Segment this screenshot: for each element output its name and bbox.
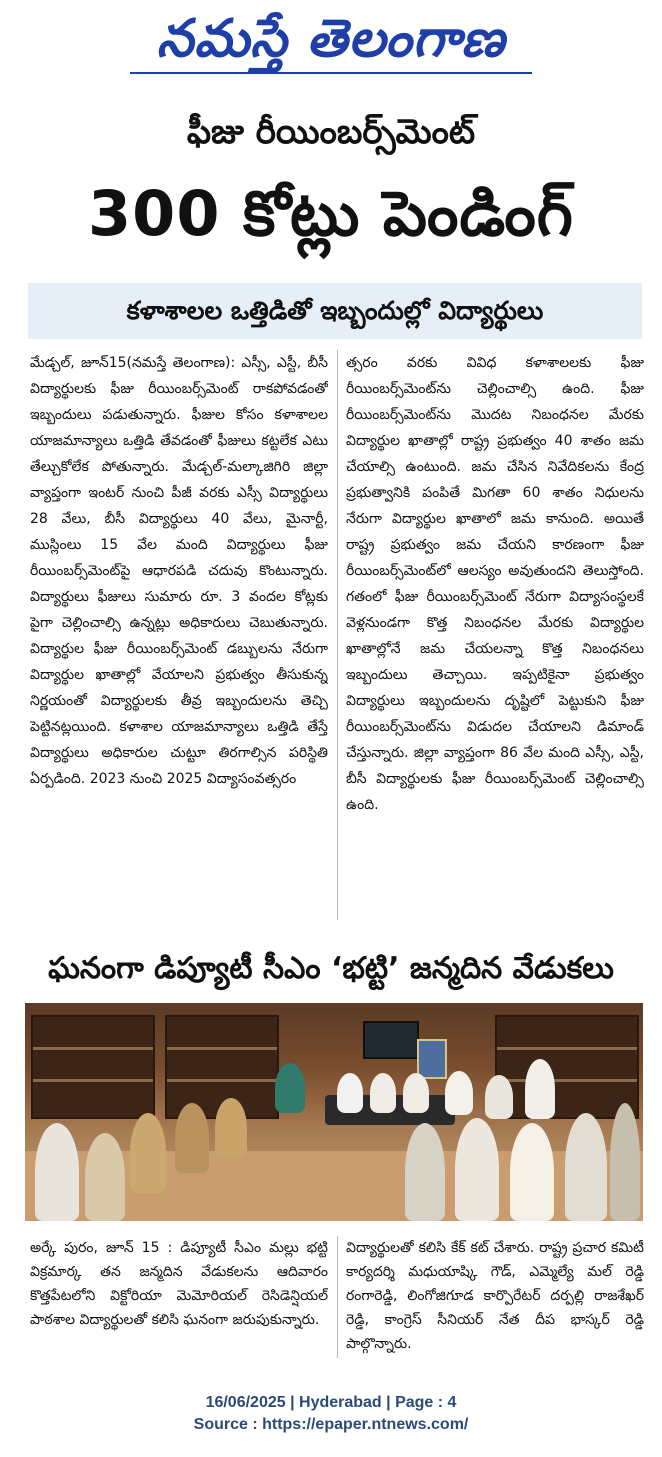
person	[215, 1098, 247, 1158]
person	[445, 1071, 473, 1115]
person	[175, 1103, 209, 1173]
footer-source: Source : https://epaper.ntnews.com/	[193, 1416, 469, 1433]
wall-screen	[363, 1021, 419, 1059]
story2-body	[30, 1236, 642, 1358]
person	[403, 1073, 429, 1113]
page-footer	[0, 1392, 662, 1436]
person	[85, 1133, 125, 1221]
person	[405, 1123, 445, 1221]
person	[565, 1113, 607, 1221]
story-headline: 300 కోట్లు పెండింగ్	[88, 177, 574, 250]
column-divider	[337, 350, 338, 920]
person	[275, 1063, 305, 1113]
person	[35, 1123, 79, 1221]
story-kicker: ఫీజు రీయింబర్స్‌మెంట్	[186, 112, 476, 152]
person	[130, 1113, 166, 1193]
footer-date-edition: 16/06/2025 | Hyderabad | Page : 4	[205, 1394, 457, 1411]
person	[370, 1073, 396, 1113]
person	[610, 1103, 640, 1221]
story2-headline: ఘనంగా డిప్యూటీ సీఎం ‘భట్టి’ జన్మదిన వేడుకలు	[48, 951, 614, 986]
person	[525, 1059, 555, 1119]
bookshelf-left	[31, 1015, 155, 1119]
subhead-banner	[28, 283, 642, 339]
story2-column-right: విద్యార్థులతో కలిసి కేక్ కట్ చేశారు. రాష్ట్ర ప్రచార కమిటీ కార్యదర్శి మధుయాష్కి గౌడ్, ఎమ్మెల్యే మల్ రెడ్డి రంగారెడ్డి, లింగోజిగూడ కార్పొరేటర్ దర్పల్లి రాజశేఖర్ రెడ్డి, కాంగ్రెస్ సీనియర్ నేత దీప భాస్కర్ రెడ్డి పాల్గొన్నారు.	[346, 1240, 644, 1352]
person	[455, 1118, 499, 1221]
newspaper-logo: నమస్తే తెలంగాణ	[156, 9, 506, 69]
story-body	[30, 350, 642, 920]
story2-column-left: అర్కే పురం, జూన్ 15 : డిప్యూటీ సీఎం మల్లు భట్టి విక్రమార్క తన జన్మదిన వేడుకలను ఆదివారం కొత్తపేటలోని విక్టోరియా మెమోరియల్ రెసిడెన్షియల్ పాఠశాల విద్యార్థులతో కలిసి ఘనంగా జరుపుకున్నారు.	[30, 1240, 328, 1328]
column-divider	[337, 1236, 338, 1358]
wall-portrait	[417, 1039, 447, 1079]
story-column-right: త్సరం వరకు వివిధ కళాశాలలకు ఫీజు రీయింబర్స్‌మెంట్‌ను చెల్లించాల్సి ఉంది. ఫీజు రీయింబర్స్‌మెంట్‌ను మొదట నిబంధనల మేరకు విద్యార్థుల ఖాతాల్లో రాష్ట్ర ప్రభుత్వం 40 శాతం జమ చేయాల్సి ఉంటుంది. జమ చేసిన నివేదికలను కేంద్ర ప్రభుత్వానికి పంపితే మిగతా 60 శాతం నిధులను నేరుగా విద్యార్థుల ఖాతాలో జమ కానుంది. అయితే రాష్ట్ర ప్రభుత్వం జమ చేయని కారణంగా ఫీజు రీయింబర్స్‌మెంట్‌లో ఆలస్యం అవుతుందని తెలుస్తోంది. గతంలో ఫీజు రీయింబర్స్‌మెంట్ నేరుగా విద్యాసంస్థలకే వెళ్లనుండగా కొత్త నిబంధనల మేరకు విద్యార్థుల ఖాతాల్లోనే జమ చేయలన్నా కొత్త నిబంధనలు ఇబ్బందులు తెచ్చాయి. ఇప్పటికైనా ప్రభుత్వం విద్యార్థులు ఇబ్బందులను దృష్టిలో పెట్టుకుని ఫీజు రీయింబర్స్‌మెంట్‌ను విడుదల చేయాలని డిమాండ్ చేస్తున్నారు. జిల్లా వ్యాప్తంగా 86 వేల మంది ఎస్సీ, ఎస్టీ, బీసీ విద్యార్థులకు ఫీజు రీయింబర్స్‌మెంట్ చెల్లించాల్సి ఉంది.	[346, 355, 644, 813]
story-subhead: కళాశాలల ఒత్తిడితో ఇబ్బందుల్లో విద్యార్థులు	[126, 296, 544, 325]
story-column-left: మేడ్చల్, జూన్15(నమస్తే తెలంగాణ): ఎస్సీ, ఎస్టీ, బీసీ విద్యార్థులకు ఫీజు రీయింబర్స్‌మెంట్ రాకపోవడంతో ఇబ్బందులు పడుతున్నారు. ఫీజుల కోసం కళాశాలల యాజమాన్యాలు ఒత్తిడి తేవడంతో ఫీజులు కట్టలేక ఎటు తేల్చుకోలేక పోతున్నారు. మేడ్చల్-మల్కాజిగిరి జిల్లా వ్యాప్తంగా ఇంటర్ నుంచి పీజీ వరకు ఎస్సీ విద్యార్థులు 28 వేలు, బీసీ విద్యార్థులు 40 వేలు, మైనార్టీ, ముస్లింలు 15 వేల మంది విద్యార్థులు ఫీజు రీయింబర్స్‌మెంట్‌పై ఆధారపడి చదువు కొంటున్నారు. విద్యార్థులు ఫీజులు సుమారు రూ. 3 వందల కోట్లకు పైగా చెల్లించాల్సి ఉన్నట్లు అధికారులు చెబుతున్నారు. విద్యార్థుల ఫీజు రీయింబర్స్‌మెంట్ డబ్బులను నేరుగా విద్యార్థుల ఖాతాల్లో వేయాలని ప్రభుత్వం తీసుకున్న నిర్ణయంతో విద్యార్థులకు తీవ్ర ఇబ్బందులను తెచ్చి పెట్టినట్లయింది. కళాశాల యాజమాన్యాలు ఒత్తిడి తేస్తే విద్యార్థులు అధికారుల చుట్టూ తిరగాల్సిన పరిస్థితి ఏర్పడింది. 2023 నుంచి 2025 విద్యాసంవత్సరం	[30, 355, 328, 787]
person	[337, 1073, 363, 1113]
masthead	[0, 0, 662, 80]
person	[510, 1123, 554, 1221]
person	[485, 1075, 513, 1119]
masthead-underline	[130, 72, 532, 74]
bookshelf-right	[495, 1015, 639, 1119]
event-photo	[25, 1003, 643, 1221]
